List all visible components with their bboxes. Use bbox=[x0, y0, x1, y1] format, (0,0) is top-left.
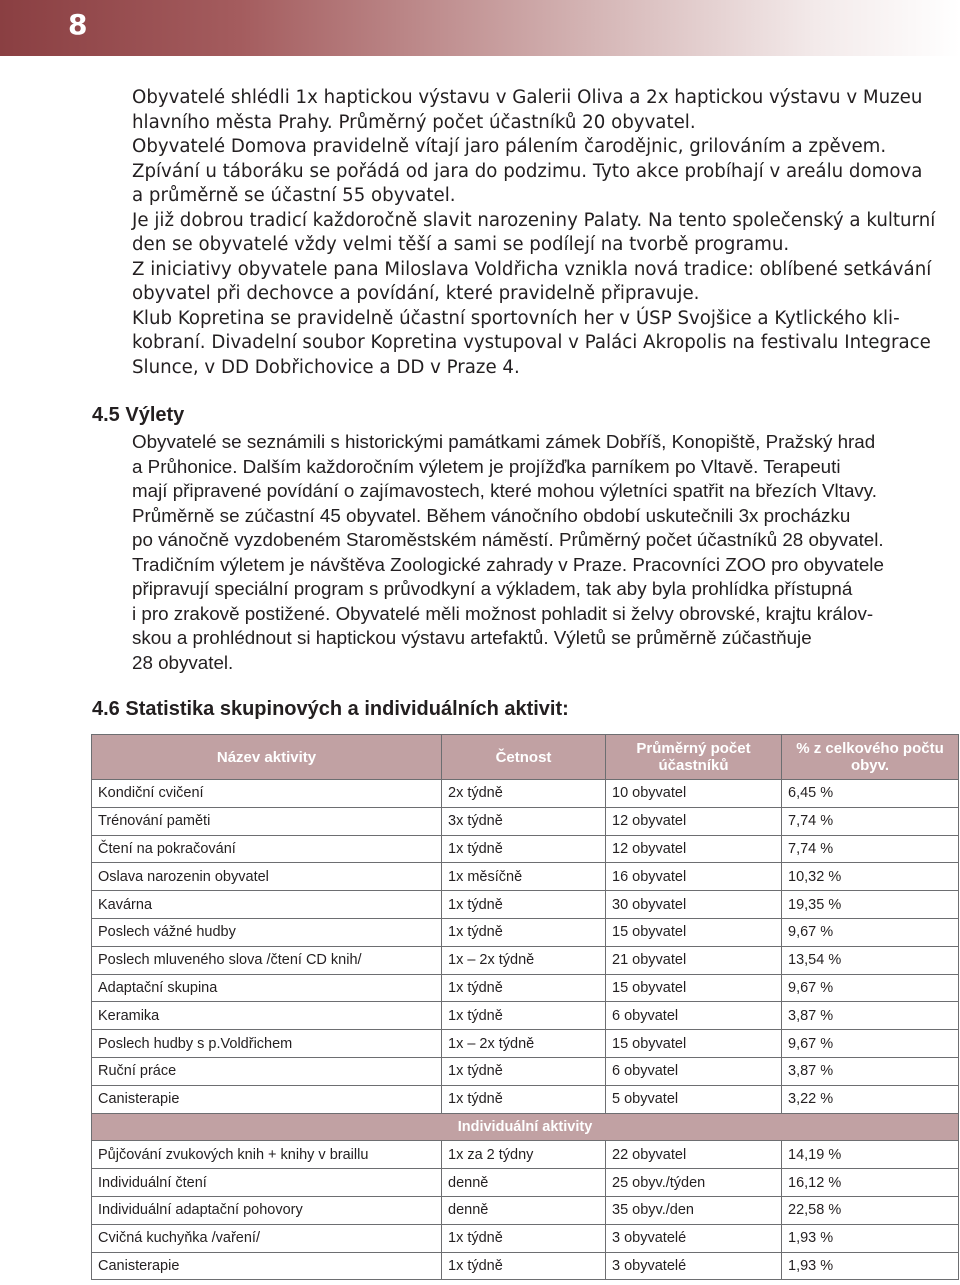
intro-line: Obyvatelé shlédli 1x haptickou výstavu v Galerii Oliva a 2x haptickou výstavu v Muzeu bbox=[132, 87, 923, 108]
table-row bbox=[92, 1030, 959, 1058]
cell-frequency: 1x týdně bbox=[442, 1085, 606, 1113]
cell-frequency: 1x týdně bbox=[442, 835, 606, 863]
table-row bbox=[92, 1196, 959, 1224]
cell-frequency: 1x – 2x týdně bbox=[442, 1030, 606, 1058]
cell-activity-name: Keramika bbox=[92, 1002, 442, 1030]
cell-percentage: 3,87 % bbox=[782, 1002, 959, 1030]
cell-percentage: 7,74 % bbox=[782, 807, 959, 835]
cell-percentage: 22,58 % bbox=[782, 1196, 959, 1224]
cell-activity-name: Cvičná kuchyňka /vaření/ bbox=[92, 1224, 442, 1252]
cell-percentage: 9,67 % bbox=[782, 974, 959, 1002]
cell-percentage: 9,67 % bbox=[782, 918, 959, 946]
cell-frequency: 1x týdně bbox=[442, 1057, 606, 1085]
cell-average-participants: 25 obyv./týden bbox=[606, 1169, 782, 1197]
cell-average-participants: 16 obyvatel bbox=[606, 863, 782, 891]
cell-frequency: 1x týdně bbox=[442, 891, 606, 919]
cell-frequency: denně bbox=[442, 1169, 606, 1197]
cell-activity-name: Trénování paměti bbox=[92, 807, 442, 835]
cell-percentage: 1,93 % bbox=[782, 1224, 959, 1252]
table-row bbox=[92, 835, 959, 863]
table-row bbox=[92, 807, 959, 835]
trips-line: připravují speciální program s průvodkyní a výkladem, tak aby byla prohlídka přístupná bbox=[132, 578, 853, 599]
cell-activity-name: Canisterapie bbox=[92, 1085, 442, 1113]
intro-line: obyvatel při dechovce a povídání, které pravidelně připravuje. bbox=[132, 283, 700, 304]
table-row bbox=[92, 946, 959, 974]
cell-average-participants: 5 obyvatel bbox=[606, 1085, 782, 1113]
cell-average-participants: 3 obyvatelé bbox=[606, 1224, 782, 1252]
table-row bbox=[92, 1224, 959, 1252]
cell-frequency: 3x týdně bbox=[442, 807, 606, 835]
cell-activity-name: Kondiční cvičení bbox=[92, 780, 442, 808]
cell-average-participants: 21 obyvatel bbox=[606, 946, 782, 974]
cell-activity-name: Ruční práce bbox=[92, 1057, 442, 1085]
intro-line: hlavního města Prahy. Průměrný počet účastníků 20 obyvatel. bbox=[132, 111, 696, 133]
table-row bbox=[92, 780, 959, 808]
intro-line: a průměrně se účastní 55 obyvatel. bbox=[132, 185, 456, 206]
column-header-percentage: % z celkového počtu obyv. bbox=[782, 735, 959, 780]
cell-activity-name: Poslech mluveného slova /čtení CD knih/ bbox=[92, 946, 442, 974]
section-heading-statistics: 4.6 Statistika skupinových a individuálních aktivit: bbox=[92, 698, 569, 720]
cell-average-participants: 15 obyvatel bbox=[606, 974, 782, 1002]
cell-frequency: 1x měsíčně bbox=[442, 863, 606, 891]
cell-frequency: 1x týdně bbox=[442, 1002, 606, 1030]
cell-frequency: denně bbox=[442, 1196, 606, 1224]
individual-activities-body bbox=[92, 1141, 959, 1280]
cell-frequency: 2x týdně bbox=[442, 780, 606, 808]
cell-percentage: 1,93 % bbox=[782, 1252, 959, 1280]
cell-average-participants: 35 obyv./den bbox=[606, 1196, 782, 1224]
cell-percentage: 14,19 % bbox=[782, 1141, 959, 1169]
table-row bbox=[92, 1057, 959, 1085]
individual-activities-label: Individuální aktivity bbox=[92, 1113, 959, 1141]
cell-average-participants: 15 obyvatel bbox=[606, 918, 782, 946]
individual-activities-row bbox=[92, 1113, 959, 1141]
cell-average-participants: 6 obyvatel bbox=[606, 1057, 782, 1085]
cell-frequency: 1x týdně bbox=[442, 974, 606, 1002]
cell-percentage: 10,32 % bbox=[782, 863, 959, 891]
cell-frequency: 1x týdně bbox=[442, 918, 606, 946]
column-header-activity-name: Název aktivity bbox=[92, 735, 442, 780]
cell-percentage: 19,35 % bbox=[782, 891, 959, 919]
trips-line: Průměrně se zúčastní 45 obyvatel. Během vánočního období uskutečnili 3x procházku bbox=[132, 504, 851, 526]
trips-line: Obyvatelé se seznámili s historickými památkami zámek Dobříš, Konopiště, Pražský hrad bbox=[132, 431, 876, 452]
cell-percentage: 16,12 % bbox=[782, 1169, 959, 1197]
cell-activity-name: Individuální čtení bbox=[92, 1169, 442, 1197]
table-row bbox=[92, 1085, 959, 1113]
intro-line: Z iniciativy obyvatele pana Miloslava Voldřicha vznikla nová tradice: oblíbené setkávání bbox=[132, 258, 932, 280]
page-number: 8 bbox=[68, 8, 88, 41]
trips-line: Tradičním výletem je návštěva Zoologické zahrady v Praze. Pracovníci ZOO pro obyvatele bbox=[132, 553, 884, 575]
cell-activity-name: Poslech hudby s p.Voldřichem bbox=[92, 1030, 442, 1058]
trips-line: a Průhonice. Dalším každoročním výletem je projížďka parníkem po Vltavě. Terapeuti bbox=[132, 455, 841, 477]
cell-activity-name: Půjčování zvukových knih + knihy v braillu bbox=[92, 1141, 442, 1169]
cell-activity-name: Individuální adaptační pohovory bbox=[92, 1196, 442, 1224]
column-header-frequency: Četnost bbox=[442, 735, 606, 780]
cell-average-participants: 15 obyvatel bbox=[606, 1030, 782, 1058]
intro-line: Slunce, v DD Dobřichovice a DD v Praze 4. bbox=[132, 356, 520, 378]
intro-line: Je již dobrou tradicí každoročně slavit narozeniny Palaty. Na tento společenský a kulturní bbox=[132, 209, 936, 231]
intro-line: kobraní. Divadelní soubor Kopretina vystupoval v Paláci Akropolis na festivalu Integrace bbox=[132, 332, 931, 353]
table-row bbox=[92, 1169, 959, 1197]
cell-activity-name: Čtení na pokračování bbox=[92, 835, 442, 863]
cell-average-participants: 3 obyvatelé bbox=[606, 1252, 782, 1280]
table-row bbox=[92, 863, 959, 891]
table-row bbox=[92, 1141, 959, 1169]
cell-activity-name: Canisterapie bbox=[92, 1252, 442, 1280]
table-row bbox=[92, 891, 959, 919]
trips-text bbox=[132, 430, 950, 675]
cell-percentage: 3,87 % bbox=[782, 1057, 959, 1085]
cell-average-participants: 22 obyvatel bbox=[606, 1141, 782, 1169]
column-header-average-participants: Průměrný počet účastníků bbox=[606, 735, 782, 780]
trips-line: skou a prohlédnout si haptickou výstavu artefaktů. Výletů se průměrně zúčastňuje bbox=[132, 627, 812, 648]
trips-line: i pro zrakově postižené. Obyvatelé měli možnost pohladit si želvy obrovské, krajtu králov- bbox=[132, 602, 874, 624]
intro-line: Obyvatelé Domova pravidelně vítají jaro pálením čarodějnic, grilováním a zpěvem. bbox=[132, 136, 887, 157]
cell-average-participants: 6 obyvatel bbox=[606, 1002, 782, 1030]
table-row bbox=[92, 1252, 959, 1280]
activity-statistics-table bbox=[91, 734, 959, 1280]
cell-activity-name: Adaptační skupina bbox=[92, 974, 442, 1002]
table-header-row bbox=[92, 735, 959, 780]
cell-frequency: 1x – 2x týdně bbox=[442, 946, 606, 974]
cell-frequency: 1x týdně bbox=[442, 1252, 606, 1280]
cell-average-participants: 30 obyvatel bbox=[606, 891, 782, 919]
cell-activity-name: Oslava narozenin obyvatel bbox=[92, 863, 442, 891]
page-header-bar bbox=[0, 0, 960, 56]
cell-activity-name: Kavárna bbox=[92, 891, 442, 919]
cell-frequency: 1x týdně bbox=[442, 1224, 606, 1252]
cell-percentage: 9,67 % bbox=[782, 1030, 959, 1058]
trips-line: mají připravené povídání o zajímavostech, které mohou výletníci spatřit na březích Vltavy. bbox=[132, 480, 877, 501]
group-activities-body bbox=[92, 780, 959, 1114]
cell-average-participants: 12 obyvatel bbox=[606, 807, 782, 835]
trips-line: po vánočně vyzdobeném Staroměstském náměstí. Průměrný počet účastníků 28 obyvatel. bbox=[132, 529, 884, 550]
table-row bbox=[92, 974, 959, 1002]
cell-average-participants: 12 obyvatel bbox=[606, 835, 782, 863]
intro-line: den se obyvatelé vždy velmi těší a sami se podílejí na tvorbě programu. bbox=[132, 234, 790, 255]
cell-percentage: 7,74 % bbox=[782, 835, 959, 863]
cell-percentage: 3,22 % bbox=[782, 1085, 959, 1113]
cell-average-participants: 10 obyvatel bbox=[606, 780, 782, 808]
cell-activity-name: Poslech vážné hudby bbox=[92, 918, 442, 946]
cell-percentage: 13,54 % bbox=[782, 946, 959, 974]
trips-line: 28 obyvatel. bbox=[132, 651, 234, 673]
table-row bbox=[92, 1002, 959, 1030]
intro-text bbox=[132, 86, 950, 380]
section-heading-trips: 4.5 Výlety bbox=[92, 404, 185, 426]
cell-frequency: 1x za 2 týdny bbox=[442, 1141, 606, 1169]
table-row bbox=[92, 918, 959, 946]
cell-percentage: 6,45 % bbox=[782, 780, 959, 808]
intro-line: Klub Kopretina se pravidelně účastní sportovních her v ÚSP Svojšice a Kytlického kli- bbox=[132, 307, 900, 329]
intro-line: Zpívání u táboráku se pořádá od jara do podzimu. Tyto akce probíhají v areálu domova bbox=[132, 160, 923, 182]
